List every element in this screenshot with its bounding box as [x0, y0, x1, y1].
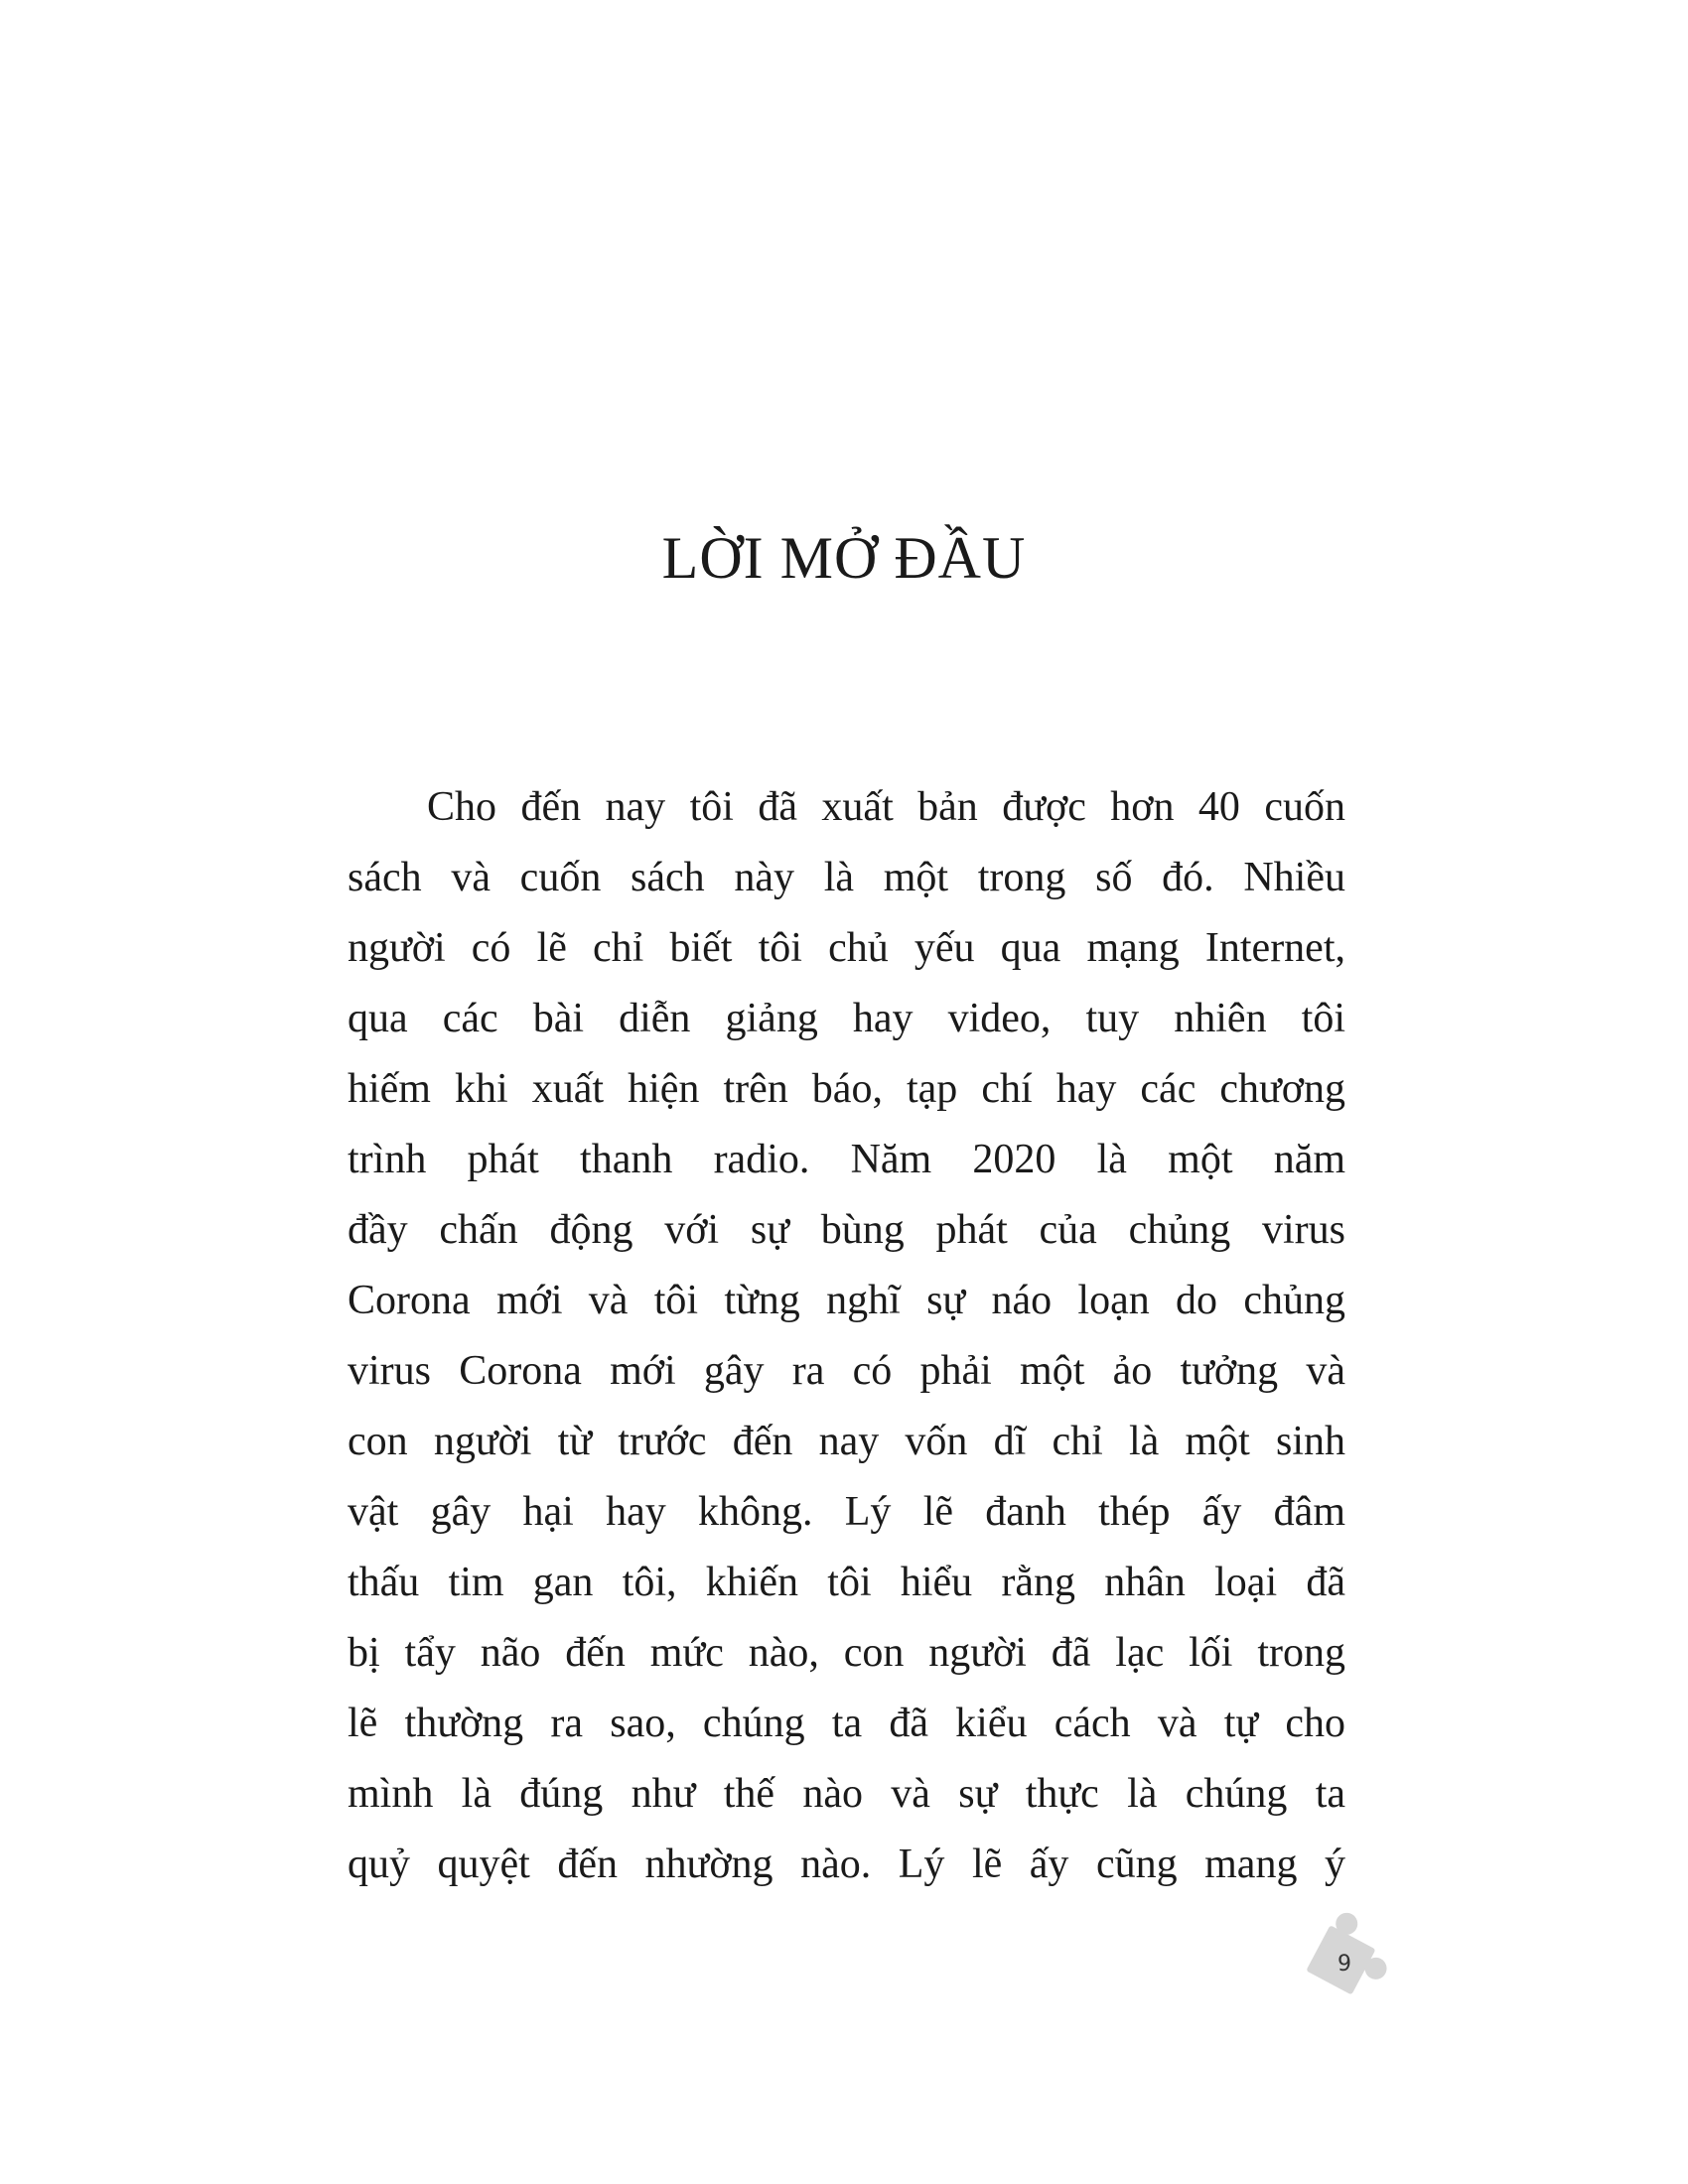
text-line: thấu tim gan tôi, khiến tôi hiểu rằng nhân loại đã — [348, 1560, 1345, 1605]
text-line: virus Corona mới gây ra có phải một ảo tưởng và — [348, 1348, 1345, 1394]
page-number: 9 — [1337, 1952, 1351, 1977]
text-line: mình là đúng như thế nào và sự thực là chúng ta — [348, 1771, 1345, 1817]
text-line: quỷ quyệt đến nhường nào. Lý lẽ ấy cũng mang ý — [348, 1842, 1345, 1887]
text-line: người có lẽ chỉ biết tôi chủ yếu qua mạng Internet, — [348, 925, 1345, 971]
text-line: con người từ trước đến nay vốn dĩ chỉ là một sinh — [348, 1419, 1345, 1464]
text-line: qua các bài diễn giảng hay video, tuy nhiên tôi — [348, 996, 1345, 1041]
chapter-title: LỜI MỞ ĐẦU — [661, 525, 1027, 591]
puzzle-piece-icon — [1296, 1901, 1395, 2000]
text-line: đầy chấn động với sự bùng phát của chủng virus — [348, 1207, 1345, 1253]
text-line: hiếm khi xuất hiện trên báo, tạp chí hay các chương — [348, 1066, 1345, 1112]
text-line: sách và cuốn sách này là một trong số đó. Nhiều — [348, 855, 1345, 900]
text-line: Corona mới và tôi từng nghĩ sự náo loạn do chủng — [348, 1278, 1345, 1323]
text-line: lẽ thường ra sao, chúng ta đã kiểu cách và tự cho — [348, 1701, 1345, 1746]
text-line: bị tẩy não đến mức nào, con người đã lạc lối trong — [348, 1630, 1345, 1676]
text-line: trình phát thanh radio. Năm 2020 là một năm — [348, 1137, 1345, 1182]
text-line: Cho đến nay tôi đã xuất bản được hơn 40 cuốn — [427, 784, 1345, 830]
body-text — [348, 772, 1345, 1900]
text-line: vật gây hại hay không. Lý lẽ đanh thép ấy đâm — [348, 1489, 1345, 1535]
